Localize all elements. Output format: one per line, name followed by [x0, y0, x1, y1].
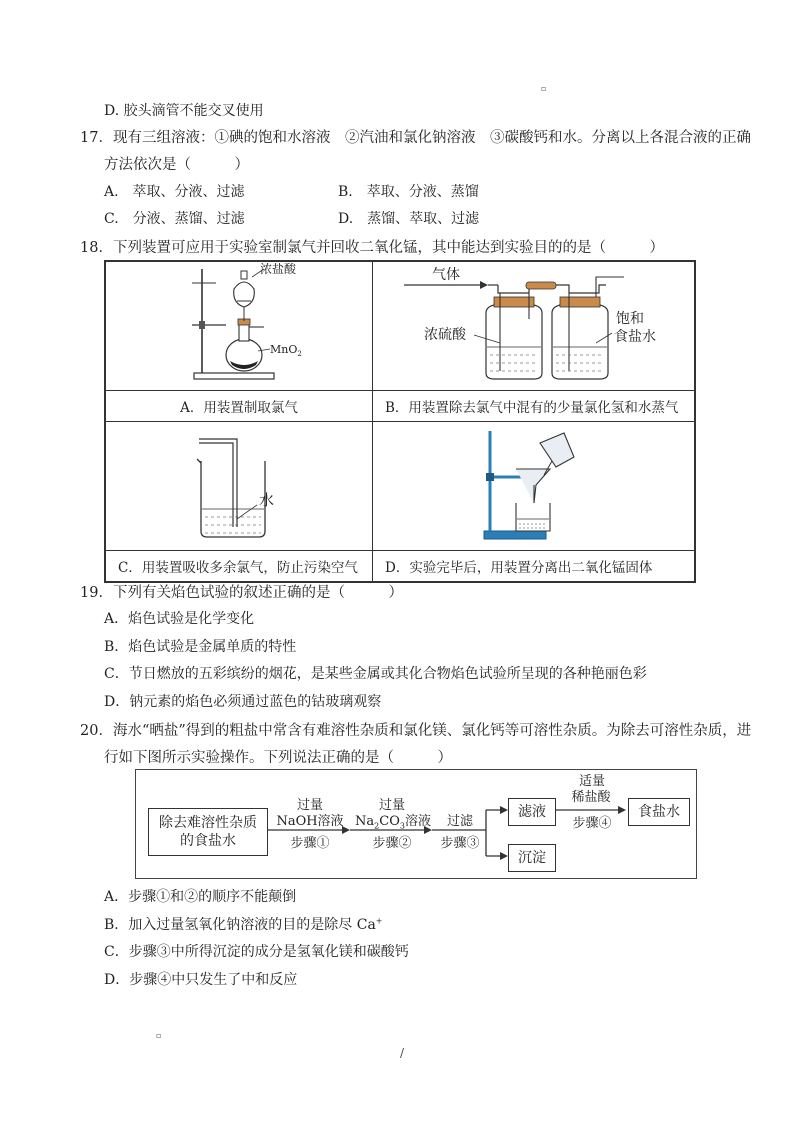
footer-mark: ▫: [156, 1031, 162, 1040]
label-water: 水: [259, 491, 275, 509]
label-brine: 食盐水: [613, 329, 656, 345]
label-conc-h2so4: 浓硫酸: [423, 327, 466, 343]
q17-option-b: B. 萃取、分液、蒸馏: [338, 184, 479, 200]
caption-c: C．用装置吸收多余氯气，防止污染空气: [105, 551, 373, 583]
q20-option-c: C．步骤③中所得沉淀的成分是氢氧化镁和碳酸钙: [104, 944, 409, 960]
figure-d-cell: [373, 422, 696, 551]
brine-box: 食盐水: [628, 798, 690, 826]
q17-option-c: C. 分液、蒸馏、过滤: [104, 211, 245, 227]
label-conc-hcl: 浓盐酸: [260, 263, 297, 276]
absorption-beaker-figure: [179, 423, 299, 545]
label-mno2: MnO$_2$: [270, 343, 302, 358]
q19-option-d: D．钠元素的焰色必须通过蓝色的钴玻璃观察: [104, 694, 382, 710]
flow-start-line1: 除去难溶性杂质: [159, 815, 257, 831]
step3-operation: 过滤: [446, 814, 473, 829]
precipitate-box: 沉淀: [508, 844, 556, 872]
q19-option-b: B．焰色试验是金属单质的特性: [104, 639, 297, 655]
step1-label: 步骤①: [290, 836, 330, 851]
flow-start-line2: 的食盐水: [180, 833, 236, 849]
q20-option-b: B．加入过量氢氧化钠溶液的目的是除尽 Ca+: [104, 916, 383, 933]
filtrate-box: 滤液: [508, 798, 556, 826]
step1-reagent-amount: 过量: [296, 798, 323, 813]
q20-stem-line1: 20．海水“晒盐”得到的粗盐中常含有难溶性杂质和氯化镁、氯化钙等可溶性杂质。为除去可溶性杂质，进: [80, 723, 752, 739]
q19-option-c: C．节日燃放的五彩缤纷的烟花，是某些金属或其化合物焰色试验所呈现的各种艳丽色彩: [104, 666, 647, 682]
q17-stem-line1: 17．现有三组溶液：①碘的饱和水溶液 ②汽油和氯化钠溶液 ③碳酸钙和水。分离以上各混合液的正确: [80, 130, 751, 146]
step2-reagent: $Na_2CO_3$溶液: [355, 814, 431, 831]
q18-stem: 18．下列装置可应用于实验室制氯气并回收二氧化锰，其中能达到实验目的的是（ ）: [80, 240, 664, 256]
figure-a-cell: [105, 261, 373, 391]
caption-d: D．实验完毕后，用装置分离出二氧化锰固体: [373, 551, 696, 583]
step4-reagent: 稀盐酸: [571, 790, 611, 805]
corner-mark: ▫: [541, 84, 547, 93]
q17-stem-line2: 方法依次是（ ）: [104, 157, 249, 173]
q17-option-d: D. 蒸馏、萃取、过滤: [338, 211, 480, 227]
step4-reagent-amount: 适量: [578, 774, 605, 789]
figure-b-cell: [373, 261, 696, 391]
step3-label: 步骤③: [440, 836, 480, 851]
q17-option-a: A. 萃取、分液、过滤: [104, 184, 245, 200]
step1-reagent: NaOH溶液: [276, 814, 344, 829]
chlorine-generator-figure: [164, 263, 314, 385]
q20-option-a: A．步骤①和②的顺序不能颠倒: [104, 889, 297, 905]
q19-option-a: A．焰色试验是化学变化: [104, 611, 255, 627]
purification-flowchart: [135, 769, 697, 879]
q19-stem: 19．下列有关焰色试验的叙述正确的是（ ）: [80, 585, 403, 601]
label-saturated: 饱和: [615, 311, 644, 327]
filtration-figure: [464, 423, 604, 545]
q16-option-d: D. 胶头滴管不能交叉使用: [104, 103, 264, 119]
step2-reagent-amount: 过量: [378, 798, 405, 813]
gas-washing-figure: [384, 263, 684, 385]
figure-c-cell: [105, 422, 373, 551]
step4-label: 步骤④: [572, 816, 612, 831]
q20-option-d: D．步骤④中只发生了中和反应: [104, 972, 298, 988]
step2-label: 步骤②: [372, 836, 412, 851]
page-number: /: [400, 1046, 405, 1060]
caption-a: A．用装置制取氯气: [105, 391, 373, 422]
q20-stem-line2: 行如下图所示实验操作。下列说法正确的是（ ）: [104, 750, 452, 766]
label-gas: 气体: [431, 267, 460, 283]
caption-b: B．用装置除去氯气中混有的少量氯化氢和水蒸气: [373, 391, 696, 422]
q18-apparatus-table: [104, 260, 696, 583]
